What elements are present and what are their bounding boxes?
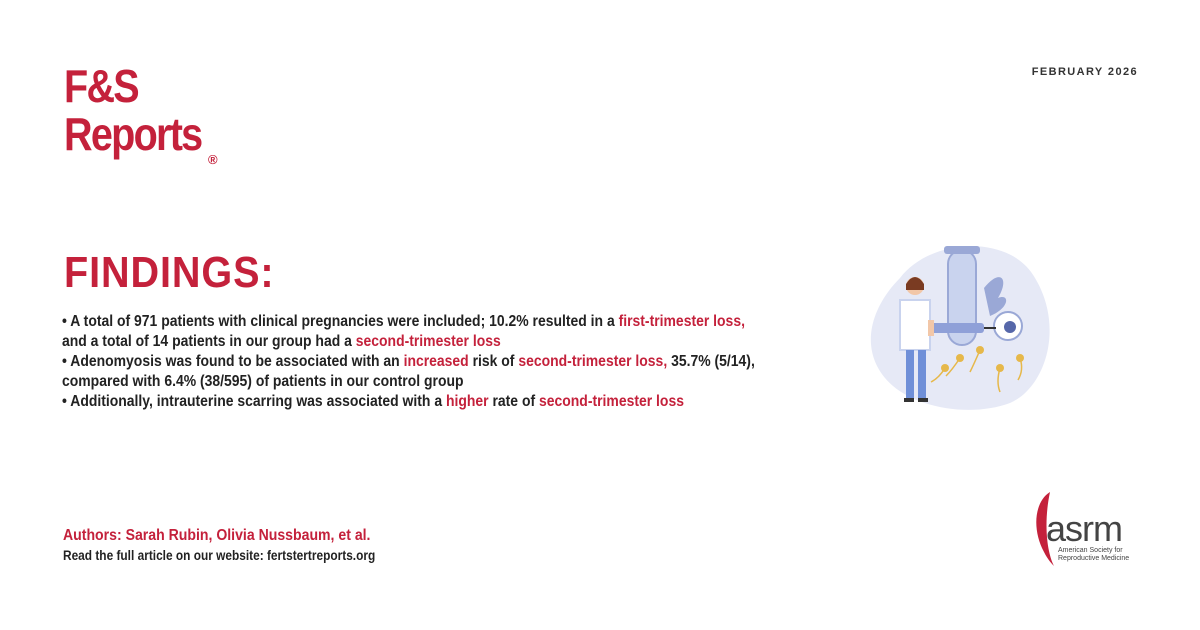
finding-1-highlight-2: second-trimester loss	[355, 333, 501, 350]
finding-item-3	[62, 392, 764, 412]
finding-item-2	[62, 352, 764, 392]
finding-2-text-2: risk of	[468, 353, 519, 370]
finding-3-highlight-1: higher	[445, 393, 489, 410]
logo-line1: F&S	[64, 60, 138, 112]
logo-line2: Reports	[64, 108, 202, 160]
asrm-subtitle: American Society for Reproductive Medicine	[1058, 547, 1130, 562]
finding-2-highlight-2: second-trimester loss,	[518, 353, 668, 370]
fs-reports-logo	[64, 60, 224, 167]
asrm-wordmark: asrm	[1046, 508, 1122, 549]
findings-heading: FINDINGS:	[64, 248, 275, 297]
finding-item-1	[62, 312, 764, 352]
finding-1-text-2: and a total of 14 patients in our group had a	[62, 333, 356, 350]
finding-1-highlight-1: first-trimester loss,	[618, 313, 745, 330]
registered-mark: ®	[208, 152, 218, 167]
finding-3-text: • Additionally, intrauterine scarring was associated with a	[62, 393, 446, 410]
finding-2-text-3: 35.7% (5/14), compared with 6.4% (38/595) of patients in our control group	[62, 353, 755, 390]
finding-3-text-2: rate of	[488, 393, 539, 410]
findings-list	[62, 312, 764, 412]
authors-line: Authors: Sarah Rubin, Olivia Nussbaum, et al.	[63, 527, 371, 544]
finding-3-highlight-2: second-trimester loss	[538, 393, 684, 410]
read-more-link[interactable]: Read the full article on our website: fertstertreports.org	[63, 548, 376, 563]
doctor-with-syringe-icon	[860, 238, 1060, 416]
finding-2-text: • Adenomyosis was found to be associated with an	[62, 353, 404, 370]
finding-2-highlight-1: increased	[403, 353, 469, 370]
issue-date: FEBRUARY 2026	[1031, 66, 1138, 78]
finding-1-text: • A total of 971 patients with clinical pregnancies were included; 10.2% resulted in a	[62, 313, 619, 330]
